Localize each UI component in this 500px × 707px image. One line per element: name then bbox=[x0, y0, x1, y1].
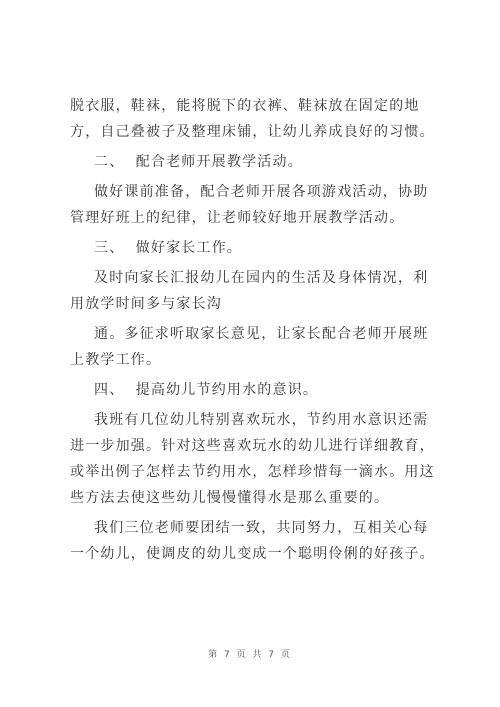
paragraph-1: 脱衣服，鞋袜，能将脱下的衣裤、鞋袜放在固定的地方，自己叠被子及整理床铺，让幼儿养成良好的习惯。 bbox=[70, 98, 435, 140]
paragraph-3b: 通。多征求听取家长意见，让家长配合老师开展班上教学工作。 bbox=[70, 326, 429, 368]
paragraph-2: 做好课前准备，配合老师开展各项游戏活动，协助管理好班上的纪律，让老师较好地开展教学活动。 bbox=[70, 184, 429, 226]
paragraph-3a: 及时向家长汇报幼儿在园内的生活及身体情况，利用放学时间多与家长沟 bbox=[70, 270, 429, 312]
paragraph-4: 我班有几位幼儿特别喜欢玩水，节约用水意识还需进一步加强。针对这些喜欢玩水的幼儿进行详细教育，或举出例子怎样去节约用水，怎样珍惜每一滴水。用这些方法去使这些幼儿慢慢懂得水是那么重要的。 bbox=[70, 412, 435, 506]
document-body bbox=[70, 93, 435, 567]
page-number-footer: 第 7 页 共 7 页 bbox=[208, 650, 292, 660]
section-heading-2: 二、 配合老师开展教学活动。 bbox=[94, 154, 303, 170]
section-heading-3: 三、 做好家长工作。 bbox=[94, 240, 243, 256]
section-heading-4: 四、 提高幼儿节约用水的意识。 bbox=[94, 382, 319, 398]
paragraph-5: 我们三位老师要团结一致，共同努力，互相关心每一个幼儿，使调皮的幼儿变成一个聪明伶俐的好孩子。 bbox=[70, 520, 435, 562]
